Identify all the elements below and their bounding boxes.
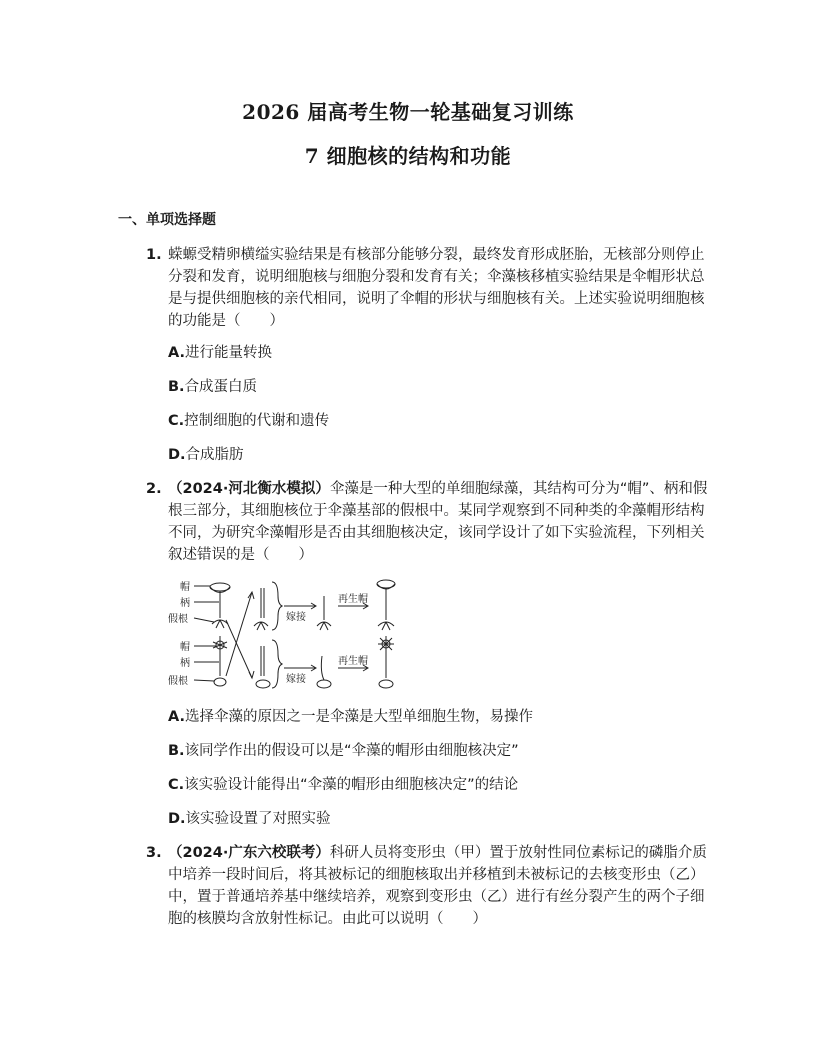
option-letter: B. [168,379,185,395]
question-number: 3. [146,845,162,861]
label-graft-bottom: 嫁接 [286,674,306,685]
label-cap-bottom: 帽 [180,642,190,653]
option-text: 该同学作出的假设可以是“伞藻的帽形由细胞核决定” [184,743,519,759]
option-b[interactable] [168,740,519,762]
option-text: 合成蛋白质 [184,379,258,395]
question-source: （2024·广东六校联考） [168,845,330,861]
question-stem-text: 科研人员将变形虫（甲）置于放射性同位素标记的磷脂介质中培养一段时间后，将其被标记的细胞核取出并移植到未被标记的去核变形虫（乙）中，置于普通培养基中继续培养，观察到变形虫（乙）进行有丝分裂产生的两个子细胞的核膜均含放射性标记。由此可以说明（ ） [168,845,707,927]
label-cap-top: 帽 [180,582,190,593]
option-text: 控制细胞的代谢和遗传 [184,413,330,429]
option-letter: C. [168,777,185,793]
option-d[interactable] [168,808,331,830]
option-c[interactable] [168,410,329,432]
option-text: 合成脂肪 [185,447,244,463]
question-source: （2024·河北衡水模拟） [168,481,330,497]
option-letter: C. [168,413,185,429]
label-rhizoid-top: 假根 [168,614,188,625]
label-stalk-bottom: 柄 [180,658,190,669]
question-stem-text: 伞藻是一种大型的单细胞绿藻，其结构可分为“帽”、柄和假根三部分，其细胞核位于伞藻基部的假根中。某同学观察到不同种类的伞藻帽形结构不同，为研究伞藻帽形是否由其细胞核决定，该同学设计了如下实验流程，下列相关叙述错误的是（ ） [168,481,708,563]
option-letter: D. [168,447,186,463]
label-graft-top: 嫁接 [286,612,306,623]
label-stalk-top: 柄 [180,598,190,609]
acetabularia-grafting-figure [168,576,408,696]
option-b[interactable] [168,376,257,398]
option-a[interactable] [168,706,533,728]
option-c[interactable] [168,774,518,796]
label-regen-top: 再生帽 [338,594,368,605]
option-text: 该实验设置了对照实验 [185,811,331,827]
label-regen-bottom: 再生帽 [338,656,368,667]
option-letter: B. [168,743,185,759]
option-text: 进行能量转换 [185,345,272,361]
question-stem: 蝾螈受精卵横缢实验结果是有核部分能够分裂，最终发育形成胚胎，无核部分则停止分裂和发育，说明细胞核与细胞分裂和发育有关；伞藻核移植实验结果是伞帽形状总是与提供细胞核的亲代相同，说明了伞帽的形状与细胞核有关。上述实验说明细胞核的功能是（ ） [168,247,705,329]
option-text: 选择伞藻的原因之一是伞藻是大型单细胞生物，易操作 [185,709,533,725]
question-stem [168,842,708,930]
question-number: 2. [146,481,162,497]
option-d[interactable] [168,444,244,466]
question-number: 1. [146,247,162,263]
page-title: 2026 届高考生物一轮基础复习训练 [242,100,574,124]
section-heading: 一、单项选择题 [118,212,216,228]
question-stem [168,478,708,566]
option-letter: A. [168,709,185,725]
option-a[interactable] [168,342,272,364]
page-subtitle: 7 细胞核的结构和功能 [304,144,512,168]
option-text: 该实验设计能得出“伞藻的帽形由细胞核决定”的结论 [184,777,519,793]
option-letter: A. [168,345,185,361]
label-rhizoid-bottom: 假根 [168,676,188,687]
option-letter: D. [168,811,186,827]
